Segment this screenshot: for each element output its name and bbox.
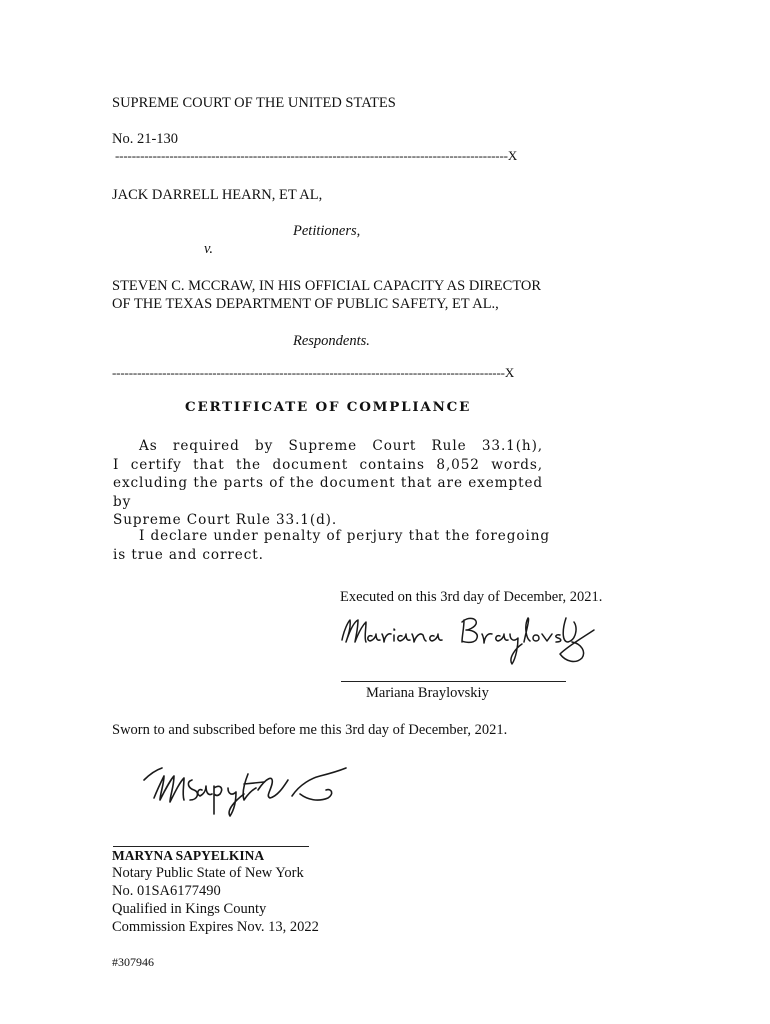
notary-line-2: No. 01SA6177490: [112, 883, 221, 899]
document-number: #307946: [112, 955, 154, 969]
executed-line: Executed on this 3rd day of December, 2021.: [340, 589, 603, 605]
notary-line-3: Qualified in Kings County: [112, 901, 267, 917]
signature-line: [341, 681, 566, 682]
respondent-line-1: STEVEN C. MCCRAW, IN HIS OFFICIAL CAPACITY AS DIRECTOR: [112, 278, 542, 294]
notary-line-1: Notary Public State of New York: [112, 865, 304, 881]
paragraph-line: I declare under penalty of perjury that the foregoing: [139, 528, 550, 544]
paragraph-line: I certify that the document contains 8,052 words,: [113, 456, 543, 473]
notary-signature: [140, 750, 370, 830]
paragraph-line: As required by Supreme Court Rule 33.1(h),: [139, 438, 543, 454]
notary-line-4: Commission Expires Nov. 13, 2022: [112, 919, 319, 935]
court-name: SUPREME COURT OF THE UNITED STATES: [112, 95, 396, 111]
sworn-line: Sworn to and subscribed before me this 3rd day of December, 2021.: [112, 722, 508, 738]
petitioner-role: Petitioners,: [293, 223, 361, 239]
versus: v.: [204, 241, 213, 257]
declaration-paragraph: [113, 527, 550, 564]
compliance-paragraph: [113, 437, 543, 530]
signer-name: Mariana Braylovskiy: [366, 685, 489, 701]
petitioner-name: JACK DARRELL HEARN, ET AL,: [112, 187, 323, 203]
certificate-title: CERTIFICATE OF COMPLIANCE: [185, 399, 472, 415]
signer-signature: [336, 608, 596, 668]
respondent-role: Respondents.: [293, 333, 370, 349]
notary-signature-line: [113, 846, 309, 847]
paragraph-line: is true and correct.: [113, 546, 264, 563]
separator-top: ----------------------------------------------------------------------------------------------X: [115, 148, 518, 163]
paragraph-line: Supreme Court Rule 33.1(d).: [113, 512, 338, 528]
paragraph-line: excluding the parts of the document that are exempted by: [113, 475, 543, 510]
case-number: No. 21-130: [112, 131, 179, 147]
notary-name: MARYNA SAPYELKINA: [112, 848, 265, 863]
separator-bottom: ----------------------------------------------------------------------------------------------X: [112, 365, 515, 380]
respondent-line-2: OF THE TEXAS DEPARTMENT OF PUBLIC SAFETY, ET AL.,: [112, 296, 499, 312]
